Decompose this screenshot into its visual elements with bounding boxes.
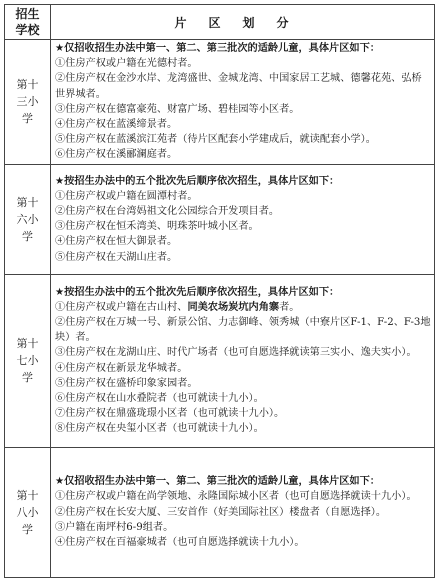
school-name-cell [5,274,51,447]
table-body [5,40,435,578]
school-name-cell [5,447,51,577]
district-cell [51,274,435,447]
district-item: ④住房产权在百福豪城者（也可自愿选择就读十九小）。 [55,536,305,548]
school-name-part: 六小 [16,212,39,226]
school-name-cell [5,164,51,274]
district-item: ①住房产权或户籍在圆潭村者。 [55,190,198,202]
district-item: ①住房产权或户籍在尚学领地、永隆国际城小区者（也可自愿选择就读十九小）。 [55,491,417,503]
school-name-part: 学 [22,112,33,126]
school-district-table [4,4,435,578]
table-row [5,447,435,577]
school-name-part: 三小 [16,95,39,109]
district-item: ②住房产权在金沙水岸、龙湾盛世、金城龙湾、中国家居工艺城、德馨花苑、弘桥世界城者。 [55,73,422,100]
district-item: ⑤住房产权在盛桥印象家园者。 [55,377,198,389]
header-school [5,5,51,40]
school-name-part: 第十 [16,488,39,502]
district-item: ③住房产权在德富豪苑、财富广场、碧桂园等小区者。 [55,103,300,115]
school-name-part: 第十 [16,78,39,92]
district-item: ②住房产权在台湾妈祖文化公园综合开发项目者。 [55,205,280,217]
table-row [5,164,435,274]
district-item: ①住房产权或户籍在古山村、同美农场炭坑内角寨者。 [55,301,300,313]
district-item: ④住房产权在蓝溪缔景者。 [55,119,178,131]
district-cell [51,164,435,274]
district-item: ③住房产权在恒禾湾美、明珠茶叶城小区者。 [55,221,259,233]
district-item: ⑧住房产权在央玺小区者（也可就读十九小）。 [55,423,264,435]
section-intro: ★按招生办法中的五个批次先后顺序依次招生，具体片区如下： [55,286,340,298]
district-item: ②住房产权在长安大厦、三安首作（好美国际社区）楼盘者（自愿选择）。 [55,506,387,518]
school-name-part: 七小 [16,354,39,368]
header-school-line1: 招生 [15,7,40,21]
district-item: ④住房产权在新景龙华城者。 [55,362,188,374]
school-name-part: 第十 [16,195,39,209]
school-name-cell [5,40,51,165]
district-item: ④住房产权在恒大御景者。 [55,236,178,248]
table-row [5,40,435,165]
table-header-row [5,5,435,40]
district-item: ②住房产权在万城一号、新景公馆、力志御峰、领秀城（中寮片区F-1、F-2、F-3地块）者。 [55,317,431,344]
school-name-part: 学 [22,371,33,385]
district-cell [51,40,435,165]
district-item: ③住房产权在龙湖山庄、时代广场者（也可自愿选择就读第三实小、逸夫实小）。 [55,347,417,359]
district-item: ⑦住房产权在鼎盛珑璟小区者（也可就读十九小）。 [55,408,285,420]
school-name-part: 八小 [16,505,39,519]
district-cell [51,447,435,577]
district-item: ①住房产权或户籍在光德村者。 [55,58,198,70]
table-row [5,274,435,447]
section-intro: ★仅招收招生办法中第一、第二、第三批次的适龄儿童，具体片区如下： [55,43,380,54]
district-item: ⑤住房产权在蓝溪滨江苑者（待片区配套小学建成后，就读配套小学）。 [55,134,376,146]
section-intro: ★仅招收招生办法中第一、第二、第三批次的适龄儿童，具体片区如下： [55,476,380,488]
district-item: ⑥住房产权在溪郦澜庭者。 [55,149,178,161]
school-name-part: 学 [22,229,33,243]
district-item: ⑥住房产权在山水叠院者（也可就读十九小）。 [55,393,264,405]
header-area: 片区划分 [51,5,435,40]
district-item: ⑤住房产权在天湖山庄者。 [55,251,178,263]
section-intro: ★按招生办法中的五个批次先后顺序依次招生，具体片区如下： [55,175,340,187]
school-name-part: 第十 [16,337,39,351]
header-school-line2: 学校 [15,23,40,37]
school-name-part: 学 [22,522,33,536]
district-item: ③户籍在南坪村6-9组者。 [55,521,174,533]
